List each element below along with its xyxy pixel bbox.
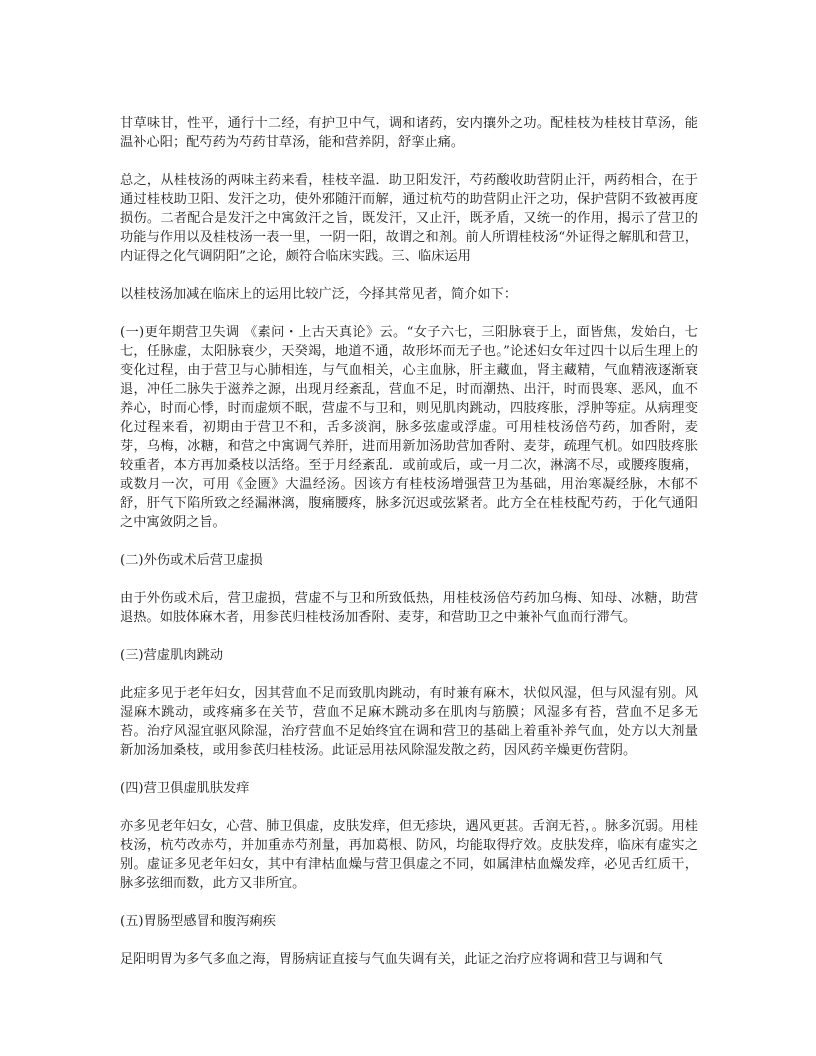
- paragraph-clinical-intro: 以桂枝汤加减在临床上的运用比较广泛，今择其常见者，简介如下：: [120, 287, 518, 302]
- section-heading-gastro: (五)胃肠型感冒和腹泻痢疾: [120, 914, 277, 929]
- paragraph-itching: 亦多见老年妇女，心营、肺卫俱虚，皮肤发痒，但无疹块，遇风更甚。舌润无苔，。脉多沉弱。用桂枝汤，杭芍改赤芍，并加重赤芍剂量，再加葛根、防风，均能取得疗效。皮肤发痒，临床有虚实之别。虚证多见老年妇女，其中有津枯血燥与营卫俱虚之不同，如属津枯血燥发痒，必见舌红质干，脉多弦细而数，此方又非所宜。: [120, 819, 698, 891]
- paragraph-summary: 总之，从桂枝汤的两味主药来看，桂枝辛温．助卫阳发汗，芍药酸收助营阴止汗，两药相合，在于通过桂枝助卫阳、发汗之功，使外邪随汗而解，通过杭芍的助营阴止汗之功，保护营阴不致被再度损伤。二者配合是发汗之中寓敛汗之旨，既发汗，又止汗，既矛盾，又统一的作用，揭示了营卫的功能与作用以及桂枝汤一表一里，一阴一阳，故谓之和剂。前人所谓桂枝汤“外证得之解肌和营卫，内证得之化气调阴阳”之论，颇符合临床实践。三、临床运用: [120, 173, 698, 264]
- section-heading-trauma: (二)外伤或术后营卫虚损: [120, 553, 263, 568]
- section-heading-itching: (四)营卫俱虚肌肤发痒: [120, 781, 250, 796]
- paragraph-trauma: 由于外伤或术后，营卫虚损，营虚不与卫和所致低热，用桂枝汤倍芍药加乌梅、知母、冰糖，助营退热。如肢体麻木者，用参芪归桂枝汤加香附、麦芽，和营助卫之中兼补气血而行滞气。: [120, 591, 698, 625]
- paragraph-gancao: 甘草味甘，性平，通行十二经，有护卫中气，调和诸药，安内攘外之功。配桂枝为桂枝甘草汤，能温补心阳；配芍药为芍药甘草汤，能和营养阴，舒挛止痛。: [120, 116, 698, 150]
- section-heading-muscle-twitch: (三)营虚肌肉跳动: [120, 648, 224, 663]
- paragraph-menopause: (一)更年期营卫失调 《素问・上古天真论》云。“女子六七，三阳脉衰于上，面皆焦，发始白，七七，任脉虚，太阳脉衰少，天癸竭，地道不通，故形坏而无子也。”论述妇女年过四十以后生理上的变化过程，由于营卫与心肺相连，与气血相关，心主血脉，肝主藏血，肾主藏精，气血精液逐渐衰退，冲任二脉失于滋养之源，出现月经紊乱，营血不足，时而潮热、出汗，时而畏寒、恶风，血不养心，时而心悸，时而虚烦不眠，营虚不与卫和，则见肌肉跳动，四肢疼胀，浮肿等症。从病理变化过程来看，初期由于营卫不和，舌多淡润，脉多弦虚或浮虚。可用桂枝汤倍芍药，加香附，麦芽，乌梅，冰糖，和营之中寓调气养肝，进而用新加汤助营加香附、麦芽，疏理气机。如四肢疼胀较重者，本方再加桑枝以活络。至于月经紊乱．或前或后，或一月二次，淋漓不尽，或腰疼腹痛，或数月一次，可用《金匮》大温经汤。因该方有桂枝汤增强营卫为基础，用治寒凝经脉，木郁不舒，肝气下陷所致之经漏淋漓，腹痛腰疼，脉多沉迟或弦紧者。此方全在桂枝配芍药，于化气通阳之中寓敛阴之旨。: [120, 325, 698, 530]
- paragraph-muscle-twitch: 此症多见于老年妇女，因其营血不足而致肌肉跳动，有时兼有麻木，状似风湿，但与风湿有别。风湿麻木跳动，或疼痛多在关节，营血不足麻木跳动多在肌肉与筋膜；风湿多有苔，营血不足多无苔。治疗风湿宜驱风除湿，治疗营血不足始终宜在调和营卫的基础上着重补养气血，处方以大剂量新加汤加桑枝，或用参芪归桂枝汤。此证忌用祛风除湿发散之药，因风药辛燥更伤营阴。: [120, 686, 698, 758]
- paragraph-gastro: 足阳明胃为多气多血之海，胃肠病证直接与气血失调有关，此证之治疗应将调和营卫与调和气: [120, 952, 663, 967]
- document-page: [120, 114, 698, 969]
